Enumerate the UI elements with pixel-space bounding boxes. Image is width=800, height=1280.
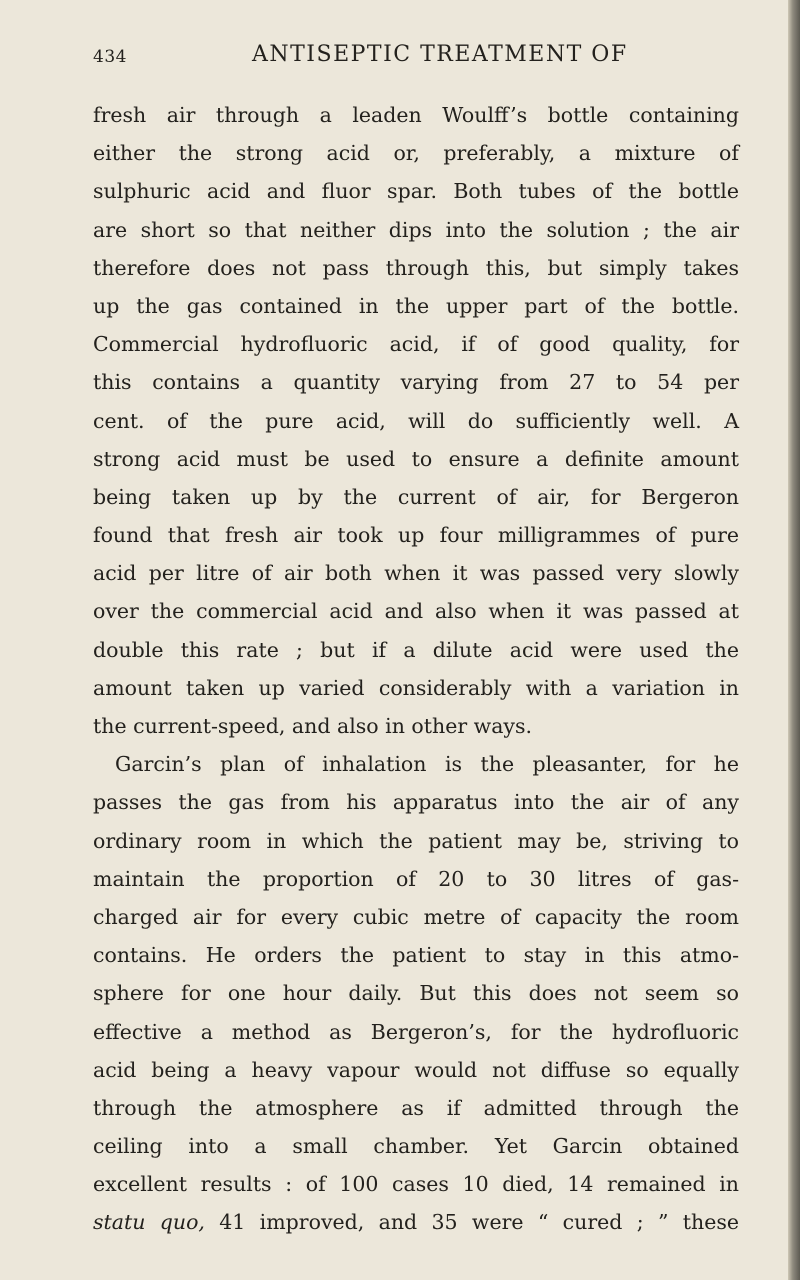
text-line: acid being a heavy vapour would not diffuse so equally xyxy=(93,1057,739,1082)
text-line: this contains a quantity varying from 27 to 54 per xyxy=(93,370,739,395)
body-text xyxy=(93,96,739,1242)
paragraph-2 xyxy=(93,745,739,1241)
paragraph-1 xyxy=(93,96,739,745)
text-line: sphere for one hour daily. But this does not seem so xyxy=(93,981,739,1006)
text-line: are short so that neither dips into the solution ; the air xyxy=(93,217,739,242)
text-line: through the atmosphere as if admitted through the xyxy=(93,1095,739,1120)
page-number: 434 xyxy=(93,47,127,67)
text-line: cent. of the pure acid, will do sufficiently well. A xyxy=(93,408,739,433)
text-line: amount taken up varied considerably with a variation in xyxy=(93,675,739,700)
text-line: ordinary room in which the patient may be, striving to xyxy=(93,828,739,853)
final-line-rest: 41 improved, and 35 were “ cured ; ” these xyxy=(204,1210,739,1235)
latin-phrase: statu quo, xyxy=(93,1210,205,1235)
running-head: ANTISEPTIC TREATMENT OF xyxy=(252,42,628,67)
text-line: maintain the proportion of 20 to 30 litres of gas- xyxy=(93,866,739,891)
text-line: contains. He orders the patient to stay in this atmo- xyxy=(93,943,739,968)
text-line: effective a method as Bergeron’s, for the hydrofluoric xyxy=(93,1019,739,1044)
text-line: ceiling into a small chamber. Yet Garcin obtained xyxy=(93,1134,739,1159)
text-line-final xyxy=(93,1203,739,1241)
text-line: acid per litre of air both when it was passed very slowly xyxy=(93,561,739,586)
text-line: the current-speed, and also in other ways. xyxy=(93,714,533,738)
text-line: double this rate ; but if a dilute acid were used the xyxy=(93,637,739,662)
text-line: found that fresh air took up four milligrammes of pure xyxy=(93,523,739,548)
text-line: up the gas contained in the upper part of the bottle. xyxy=(93,293,739,318)
text-line: therefore does not pass through this, but simply takes xyxy=(93,255,739,280)
text-line: strong acid must be used to ensure a definite amount xyxy=(93,446,739,471)
text-line: passes the gas from his apparatus into the air of any xyxy=(93,790,739,815)
page-header xyxy=(93,42,733,76)
text-line: charged air for every cubic metre of capacity the room xyxy=(93,904,739,929)
text-line: over the commercial acid and also when it was passed at xyxy=(93,599,739,624)
text-line: Garcin’s plan of inhalation is the pleasanter, for he xyxy=(115,752,739,777)
text-line: sulphuric acid and fluor spar. Both tubes of the bottle xyxy=(93,179,739,204)
text-line: Commercial hydrofluoric acid, if of good quality, for xyxy=(93,332,739,357)
page-edge-shadow xyxy=(788,0,800,1280)
text-line: fresh air through a leaden Woulff’s bottle containing xyxy=(93,103,739,127)
text-line: either the strong acid or, preferably, a mixture of xyxy=(93,141,739,166)
text-line: excellent results : of 100 cases 10 died, 14 remained in xyxy=(93,1172,739,1197)
text-line: being taken up by the current of air, for Bergeron xyxy=(93,484,739,509)
